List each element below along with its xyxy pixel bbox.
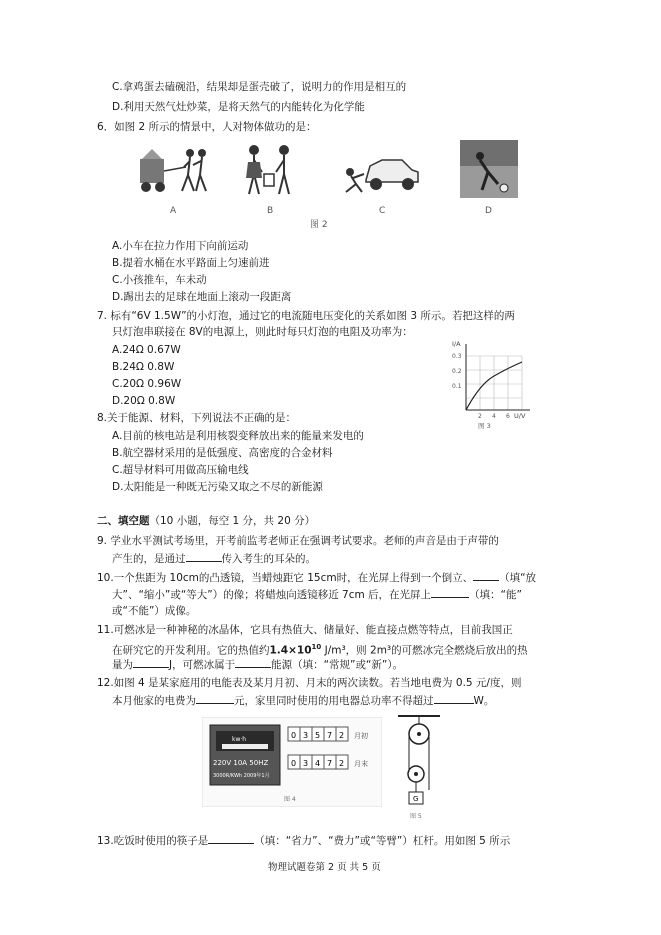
q6-label-a: A <box>170 206 177 216</box>
q13-line1: 13.吃饭时使用的筷子是 （填：“省力”、“费力”或“等臂”）杠杆。用如图 5 所示 <box>97 835 511 847</box>
q8-option-a: A.目前的核电站是利用核裂变释放出来的能量来发电的 <box>112 430 364 442</box>
q6-label-b: B <box>267 206 274 216</box>
q6-image-a <box>138 145 218 197</box>
reading-digit: 4 <box>315 759 321 768</box>
q7-x-tick: 4 <box>492 413 496 420</box>
answer-blank[interactable] <box>208 833 254 844</box>
section-2-heading <box>97 514 315 528</box>
reading-digit: 7 <box>327 759 333 768</box>
q6-figure <box>130 140 520 230</box>
q11-line3: 量为 J，可燃冰属于 能源（填：“常规”或“新”）。 <box>112 659 404 671</box>
q11-line2: 在研究它的开发利用。它的热值约$1.4\times 10^{10}$ J/m³，则 2m³的可燃冰完全燃烧后放出的热 <box>112 643 528 657</box>
fig5-caption: 图 5 <box>410 813 422 820</box>
q7-y-axis-label: I/A <box>452 340 461 348</box>
meter-rating-2: 3000R/KWh 2009年1月 <box>213 773 270 779</box>
answer-blank[interactable] <box>431 587 469 598</box>
reading-digit: 7 <box>327 731 333 740</box>
answer-blank[interactable] <box>473 570 499 581</box>
q8-option-d: D.太阳能是一种既无污染又取之不尽的新能源 <box>112 481 323 493</box>
q6-image-b <box>240 142 300 198</box>
answer-blank[interactable] <box>133 657 169 668</box>
q6-stem: 6．如图 2 所示的情景中，人对物体做功的是： <box>97 121 317 133</box>
q7-x-axis-label: U/V <box>514 412 526 420</box>
reading-digit: 3 <box>303 731 309 740</box>
q6-image-d <box>460 140 518 198</box>
section-2-title: 二、填空题 <box>97 515 150 527</box>
label-month-end: 月末 <box>354 760 368 768</box>
reading-digit: 2 <box>339 731 345 740</box>
q7-option-a: A.24Ω 0.67W <box>112 344 181 356</box>
q10-line3: 或“不能”）成像。 <box>112 605 197 617</box>
q10-line1: 10.一个焦距为 10cm的凸透镜，当蜡烛距它 15cm时，在光屏上得到一个倒立、 （填“放 <box>97 572 537 584</box>
fig5-pulley-system <box>396 712 442 824</box>
q6-option-a: A.小车在拉力作用下向前运动 <box>112 240 249 252</box>
weight-label: G <box>413 795 419 803</box>
q7-option-b: B.24Ω 0.8W <box>112 361 175 373</box>
fig4-caption: 图 4 <box>284 796 296 803</box>
q7-y-tick: 0.2 <box>452 368 462 375</box>
q7-graph-caption: 图 3 <box>478 422 491 430</box>
reading-digit: 0 <box>291 759 297 768</box>
q6-label-c: C <box>379 206 386 216</box>
q5-option-c: C.拿鸡蛋去磕碗沿，结果却是蛋壳破了，说明力的作用是相互的 <box>112 81 407 93</box>
q8-stem: 8.关于能源、材料，下列说法不正确的是： <box>97 412 297 424</box>
q11-line1: 11.可燃冰是一种神秘的冰晶体，它具有热值大、储量好、能直接点燃等特点，目前我国正 <box>97 624 513 636</box>
reading-digit: 0 <box>291 731 297 740</box>
q8-option-c: C.超导材料可用做高压输电线 <box>112 464 249 476</box>
reading-digit: 5 <box>315 731 321 740</box>
meter-rating: 220V 10A 50HZ <box>213 759 269 767</box>
q7-y-tick: 0.3 <box>452 353 462 360</box>
reading-digit: 3 <box>303 759 309 768</box>
q6-image-c <box>342 150 422 196</box>
answer-blank[interactable] <box>434 693 474 704</box>
q9-line1: 9. 学业水平测试考场里，开考前监考老师正在强调考试要求。老师的声音是由于声带的 <box>97 535 499 547</box>
q12-line2: 本月他家的电费为 元，家里同时使用的用电器总功率不得超过 W。 <box>112 695 495 707</box>
q7-x-tick: 2 <box>478 413 482 420</box>
q6-label-d: D <box>485 206 492 216</box>
fig4-electricity-meter <box>202 717 382 807</box>
label-month-start: 月初 <box>354 732 368 740</box>
q7-y-tick: 0.1 <box>452 383 462 390</box>
q6-option-c: C.小孩推车，车未动 <box>112 274 207 286</box>
answer-blank[interactable] <box>186 551 222 562</box>
meter-unit: kw·h <box>232 736 247 743</box>
q5-option-d: D.利用天然气灶炒菜，是将天然气的内能转化为化学能 <box>112 101 365 113</box>
q10-line2: 大”、“缩小”或“等大”）的像；将蜡烛向透镜移近 7cm 后，在光屏上 （填：“能” <box>112 589 522 601</box>
answer-blank[interactable] <box>235 657 271 668</box>
reading-digit: 2 <box>339 759 345 768</box>
q8-option-b: B.航空器材采用的是低强度、高密度的合金材料 <box>112 447 333 459</box>
answer-blank[interactable] <box>196 693 234 704</box>
q7-stem-line1: 7. 标有“6V 1.5W”的小灯泡，通过它的电流随电压变化的关系如图 3 所示。若把这样的两 <box>97 310 515 322</box>
reading-end <box>288 755 348 769</box>
q7-graph <box>440 338 535 430</box>
q7-option-c: C.20Ω 0.96W <box>112 378 182 390</box>
q7-stem-line2: 只灯泡串联接在 8V的电源上，则此时每只灯泡的电阻及功率为： <box>112 326 413 338</box>
q6-option-b: B.提着水桶在水平路面上匀速前进 <box>112 257 270 269</box>
q6-option-d: D.踢出去的足球在地面上滚动一段距离 <box>112 291 292 303</box>
page-footer: 物理试题卷第 2 页 共 5 页 <box>268 862 381 873</box>
q7-x-tick: 6 <box>506 413 510 420</box>
q9-line2: 产生的，是通过 传入考生的耳朵的。 <box>112 553 316 565</box>
q6-figure-caption: 图 2 <box>310 220 328 230</box>
section-2-desc: （10 小题，每空 1 分，共 20 分） <box>149 515 316 527</box>
q12-line1: 12.如图 4 是某家庭用的电能表及某月月初、月末的两次读数。若当地电费为 0.5 元/度，则 <box>97 677 522 689</box>
q7-option-d: D.20Ω 0.8W <box>112 395 176 407</box>
reading-start <box>288 727 348 741</box>
